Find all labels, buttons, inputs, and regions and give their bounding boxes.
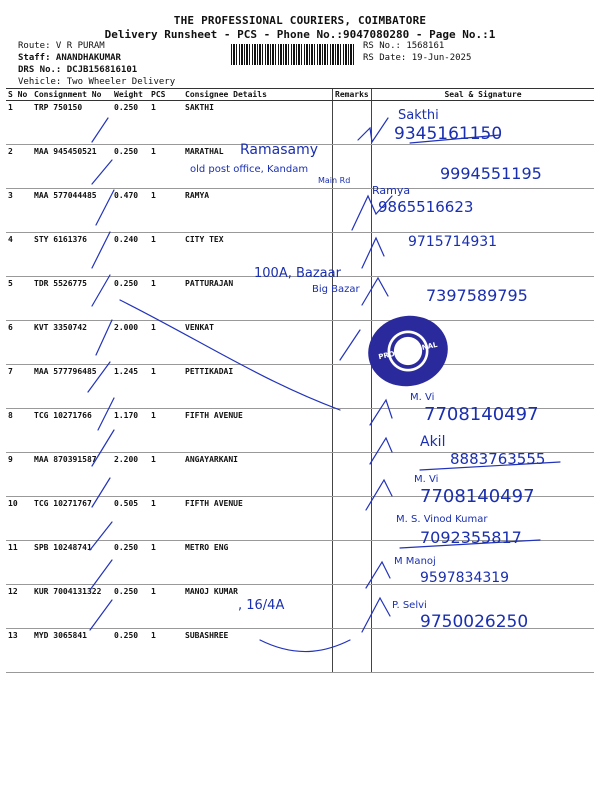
row-pcs: 1 <box>149 189 183 233</box>
tick-mark <box>88 362 110 392</box>
row-consignment-no: KVT 3350742 <box>32 321 112 365</box>
handwritten-phone-2: 9994551195 <box>440 164 542 183</box>
row-weight: 0.505 <box>112 497 149 541</box>
handwritten-address-2: old post office, Kandam <box>190 164 309 175</box>
handwritten-phone-4: 9715714931 <box>408 234 498 250</box>
handwritten-phone-8: 7708140497 <box>424 404 539 425</box>
handwritten-phone-5: 7397589795 <box>426 286 528 305</box>
col-consignee: Consignee Details <box>183 89 333 101</box>
handwritten-note-13: , 16/4A <box>238 598 285 613</box>
row-consignee: FIFTH AVENUE <box>183 409 333 453</box>
row-weight: 0.250 <box>112 541 149 585</box>
row-consignee: PATTURAJAN <box>183 277 333 321</box>
rs-date: RS Date: 19-Jun-2025 <box>363 53 472 63</box>
row-sno: 12 <box>6 585 32 629</box>
row-consignee: METRO ENG <box>183 541 333 585</box>
row-sno: 2 <box>6 145 32 189</box>
row-consignment-no: MAA 577044485 <box>32 189 112 233</box>
row-consignee: RAMYA <box>183 189 333 233</box>
row-sno: 5 <box>6 277 32 321</box>
row-consignment-no: MYD 3065841 <box>32 629 112 673</box>
handwritten-phone-9: 8883763555 <box>450 450 546 468</box>
col-seal-signature: Seal & Signature <box>372 89 595 101</box>
tick-mark <box>90 522 112 550</box>
handwritten-road-2: Main Rd <box>318 176 351 185</box>
stamp-text: PROFESSIONAL <box>377 340 439 362</box>
handwritten-address-5: 100A, Bazaar <box>254 266 341 281</box>
tick-mark <box>98 398 114 430</box>
signature-stroke <box>340 330 360 360</box>
tick-mark <box>96 190 114 225</box>
signature-stroke <box>358 118 388 142</box>
staff-text: Staff: ANANDHAKUMAR <box>18 53 121 63</box>
row-consignee: ANGAYARKANI <box>183 453 333 497</box>
tick-mark <box>90 560 112 590</box>
handwritten-name-3: Ramya <box>372 184 411 197</box>
row-consignment-no: MAA 945450521 <box>32 145 112 189</box>
handwritten-phone-3: 9865516623 <box>378 198 474 216</box>
handwritten-address-5b: Big Bazar <box>312 284 360 295</box>
signature-stroke <box>370 400 392 425</box>
row-pcs: 1 <box>149 585 183 629</box>
rs-number: RS No.: 1568161 <box>363 41 445 51</box>
handwritten-name-2: Ramasamy <box>240 142 319 158</box>
row-weight: 0.250 <box>112 629 149 673</box>
row-pcs: 1 <box>149 409 183 453</box>
signature-stroke <box>362 238 384 268</box>
tick-mark <box>96 320 112 355</box>
handwritten-name-1: Sakthi <box>398 108 439 123</box>
row-sno: 11 <box>6 541 32 585</box>
handwritten-name-11: M. S. Vinod Kumar <box>396 514 488 525</box>
row-pcs: 1 <box>149 101 183 145</box>
signature-stroke <box>370 438 392 464</box>
row-sno: 9 <box>6 453 32 497</box>
row-sno: 3 <box>6 189 32 233</box>
row-weight: 0.470 <box>112 189 149 233</box>
row-consignment-no: TRP 750150 <box>32 101 112 145</box>
row-sno: 8 <box>6 409 32 453</box>
row-weight: 0.250 <box>112 585 149 629</box>
row-consignee: MARATHAL <box>183 145 333 189</box>
signature-stroke <box>366 562 390 588</box>
row-pcs: 1 <box>149 277 183 321</box>
row-pcs: 1 <box>149 321 183 365</box>
row-consignee: SUBASHREE <box>183 629 333 673</box>
row-pcs: 1 <box>149 629 183 673</box>
signature-stroke <box>362 598 390 632</box>
row-consignment-no: MAA 870391587 <box>32 453 112 497</box>
signature-stroke <box>366 480 392 510</box>
row-consignment-no: TCG 10271767 <box>32 497 112 541</box>
handwritten-phone-12: 9597834319 <box>420 570 510 586</box>
long-cross-stroke <box>260 640 350 652</box>
handwritten-name-12: M Manoj <box>394 556 436 567</box>
row-weight: 0.250 <box>112 145 149 189</box>
row-sno: 1 <box>6 101 32 145</box>
row-pcs: 1 <box>149 365 183 409</box>
row-sno: 10 <box>6 497 32 541</box>
col-remarks: Remarks <box>333 89 372 101</box>
row-pcs: 1 <box>149 145 183 189</box>
vehicle-text: Vehicle: Two Wheeler Delivery <box>18 77 176 87</box>
col-pcs: PCS <box>149 89 183 101</box>
row-weight: 0.240 <box>112 233 149 277</box>
handwritten-phone-13: 9750026250 <box>420 612 529 632</box>
handwritten-name-9: Akil <box>420 434 446 450</box>
runsheet-subtitle: Delivery Runsheet - PCS - Phone No.:9047080280 - Page No.:1 <box>104 28 496 41</box>
row-consignee: FIFTH AVENUE <box>183 497 333 541</box>
handwritten-phone-10: 7708140497 <box>420 486 535 507</box>
handwritten-name-10: M. Vi <box>414 474 439 485</box>
company-title: THE PROFESSIONAL COURIERS, COIMBATORE <box>173 14 427 27</box>
row-weight: 1.245 <box>112 365 149 409</box>
row-sno: 7 <box>6 365 32 409</box>
long-cross-stroke <box>120 300 340 410</box>
row-pcs: 1 <box>149 541 183 585</box>
row-consignment-no: KUR 7004131322 <box>32 585 112 629</box>
row-consignee: MANOJ KUMAR <box>183 585 333 629</box>
tick-mark <box>92 118 108 142</box>
col-sno: S No <box>6 89 32 101</box>
handwritten-phone-11: 7092355817 <box>420 528 522 547</box>
row-pcs: 1 <box>149 497 183 541</box>
row-consignment-no: SPB 10248741 <box>32 541 112 585</box>
row-consignee: VENKAT <box>183 321 333 365</box>
row-pcs: 1 <box>149 233 183 277</box>
tick-mark <box>92 160 112 184</box>
signature-stroke <box>362 278 388 305</box>
col-weight: Weight <box>112 89 149 101</box>
tick-mark <box>92 232 110 268</box>
col-consignment: Consignment No <box>32 89 112 101</box>
row-weight: 0.250 <box>112 101 149 145</box>
row-consignee: PETTIKADAI <box>183 365 333 409</box>
row-sno: 13 <box>6 629 32 673</box>
handwritten-name-13: P. Selvi <box>392 600 427 611</box>
row-sno: 6 <box>6 321 32 365</box>
tick-mark <box>90 600 112 630</box>
handwritten-phone-1: 9345161150 <box>394 124 503 144</box>
row-consignment-no: STY 6161376 <box>32 233 112 277</box>
row-consignee: CITY TEX <box>183 233 333 277</box>
row-weight: 2.000 <box>112 321 149 365</box>
row-pcs: 1 <box>149 453 183 497</box>
row-weight: 0.250 <box>112 277 149 321</box>
row-consignment-no: MAA 577796485 <box>32 365 112 409</box>
row-sno: 4 <box>6 233 32 277</box>
tick-mark <box>92 478 110 507</box>
tick-mark <box>92 430 114 466</box>
handwritten-name-8: M. Vi <box>410 392 435 403</box>
row-weight: 1.170 <box>112 409 149 453</box>
row-weight: 2.200 <box>112 453 149 497</box>
drs-number: DRS No.: DCJB156816101 <box>18 65 138 75</box>
row-consignment-no: TDR 5526775 <box>32 277 112 321</box>
row-consignee: SAKTHI <box>183 101 333 145</box>
route-text: Route: V R PURAM <box>18 41 105 51</box>
row-consignment-no: TCG 10271766 <box>32 409 112 453</box>
tick-mark <box>92 275 110 306</box>
